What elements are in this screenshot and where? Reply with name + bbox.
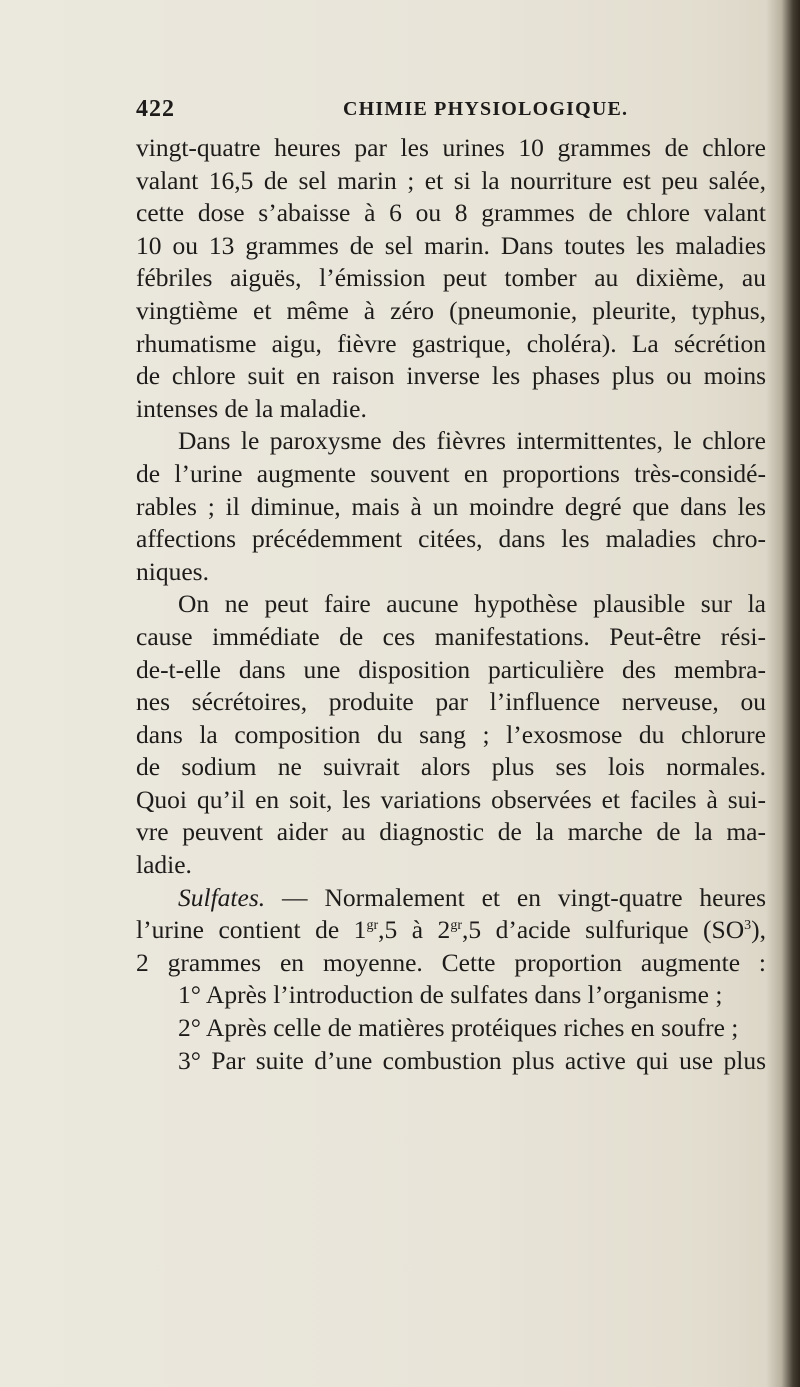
text-line: de l’urine augmente souvent en proportions très-considé-: [136, 458, 766, 488]
paragraph-start-line: [136, 882, 766, 915]
paragraph-start-line: Dans le paroxysme des fièvres intermittentes, le chlore: [178, 426, 766, 456]
text-line: dans la composition du sang ; l’exosmose du chlorure: [136, 719, 766, 749]
text-line: cette dose s’abaisse à 6 ou 8 grammes de chlore valant: [136, 198, 766, 228]
text-run: l’urine contient de 1: [136, 915, 367, 945]
text-line: 10 ou 13 grammes de sel marin. Dans toutes les maladies: [136, 230, 766, 260]
text-line: vingt-quatre heures par les urines 10 grammes de chlore: [136, 133, 766, 162]
text-line: vingtième et même à zéro (pneumonie, pleurite, typhus,: [136, 295, 766, 325]
text-line: affections précédemment citées, dans les maladies chro-: [136, 524, 766, 554]
unit-superscript: gr: [450, 918, 462, 934]
text-line: Quoi qu’il en soit, les variations observées et faciles à sui-: [136, 784, 766, 814]
list-item: 3° Par suite d’une combustion plus active qui use plus: [178, 1045, 766, 1075]
text-run: ,5 d’acide sulfurique (SO: [461, 915, 745, 945]
running-head: [136, 92, 766, 132]
page-number: 422: [136, 96, 175, 122]
text-line: nes sécrétoires, produite par l’influence nerveuse, ou: [136, 687, 766, 717]
text-line: fébriles aiguës, l’émission peut tomber au dixième, au: [136, 263, 766, 293]
text-run: ),: [751, 915, 766, 945]
text-line: de chlore suit en raison inverse les phases plus ou moins: [136, 361, 766, 391]
text-run: ,5 à 2: [378, 915, 451, 945]
list-item: 1° Après l’introduction de sulfates dans l’organisme ;: [178, 980, 723, 1010]
text-line: rables ; il diminue, mais à un moindre degré que dans les: [136, 491, 766, 521]
section-heading-sulfates: Sulfates.: [178, 882, 266, 912]
text-line: de-t-elle dans une disposition particulière des membra-: [136, 654, 766, 684]
text-line: niques.: [136, 556, 209, 586]
text-line: cause immédiate de ces manifestations. Peut-être rési-: [136, 621, 766, 651]
text-line: valant 16,5 de sel marin ; et si la nourriture est peu salée,: [136, 165, 766, 195]
paragraph-start-line: On ne peut faire aucune hypothèse plausible sur la: [178, 589, 766, 619]
text-line: ladie.: [136, 850, 192, 880]
text-line: [136, 914, 766, 947]
running-title: CHIMIE PHYSIOLOGIQUE.: [343, 98, 629, 120]
list-item: 2° Après celle de matières protéiques riches en soufre ;: [178, 1013, 739, 1043]
unit-superscript: gr: [366, 918, 379, 934]
text-run: — Normalement et en vingt-quatre heures: [265, 882, 766, 912]
text-line: 2 grammes en moyenne. Cette proportion augmente :: [136, 947, 766, 977]
formula-superscript: 3: [744, 918, 752, 934]
body-text: [136, 132, 766, 1077]
page-edge-shadow: [766, 0, 800, 1387]
text-line: rhumatisme aigu, fièvre gastrique, choléra). La sécrétion: [136, 328, 766, 358]
text-line: vre peuvent aider au diagnostic de la marche de la ma-: [136, 817, 766, 847]
text-line: intenses de la maladie.: [136, 393, 367, 423]
text-line: de sodium ne suivrait alors plus ses lois normales.: [136, 752, 766, 782]
